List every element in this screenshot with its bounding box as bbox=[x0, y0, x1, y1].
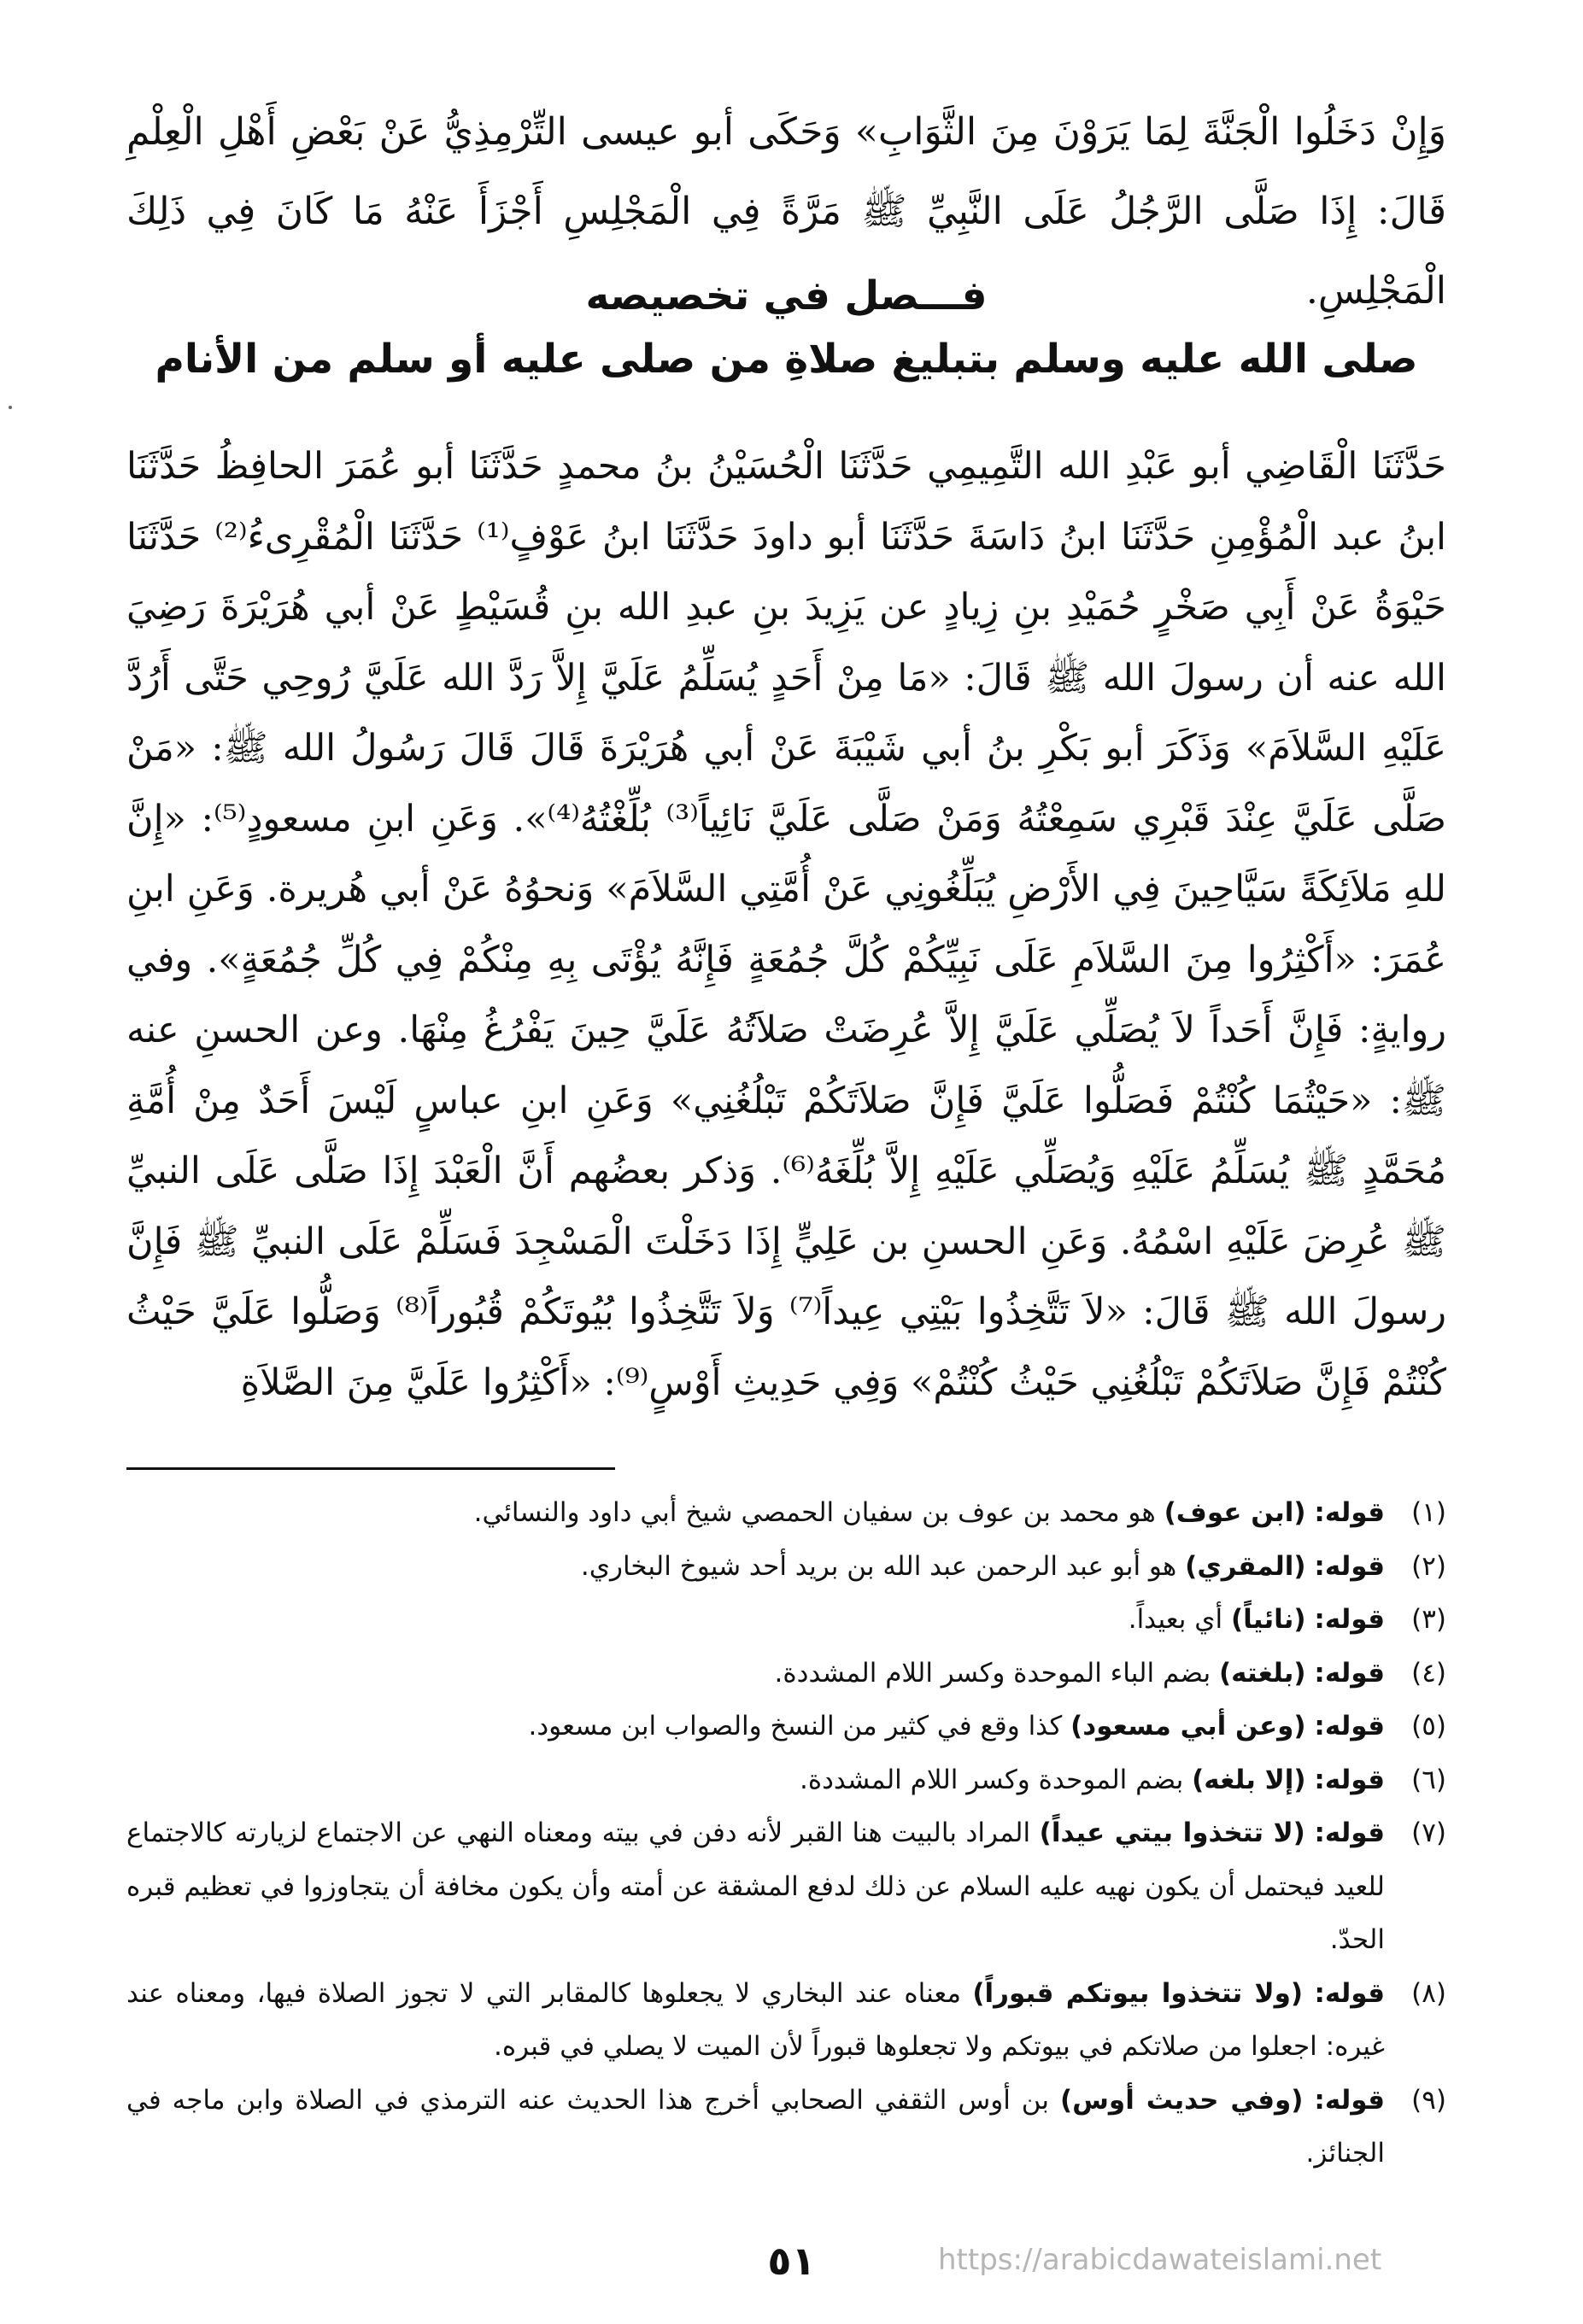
footnote-text: بضم الموحدة وكسر اللام المشددة. bbox=[799, 1764, 1184, 1795]
footnote-label: قوله: bbox=[1314, 1764, 1385, 1795]
footnote-number: (٤) bbox=[1411, 1657, 1446, 1689]
footnote-body bbox=[126, 1486, 1385, 1540]
footnote-item bbox=[126, 1806, 1446, 1967]
watermark-url: https://arabicdawateislami.net bbox=[938, 2243, 1382, 2277]
footnote-term: (المقري) bbox=[1185, 1550, 1306, 1582]
section-subtitle: صلى الله عليه وسلم بتبليغ صلاةِ من صلى عليه أو سلم من الأنام bbox=[155, 336, 1418, 383]
page-number: ٥١ bbox=[767, 2238, 816, 2284]
footnote-text: بن أوس الثقفي الصحابي أخرج هذا الحديث عنه الترمذي في الصلاة وابن ماجه في الجنائز. bbox=[126, 2084, 1385, 2169]
footnote-separator bbox=[126, 1467, 615, 1470]
footnote-number: (٢) bbox=[1411, 1550, 1446, 1582]
footnote-term: (لا تتخذوا بيتي عيداً) bbox=[1039, 1818, 1305, 1848]
footnote-item bbox=[126, 1647, 1446, 1701]
footnote-term: (بلغته) bbox=[1218, 1657, 1306, 1689]
footnote-body bbox=[126, 1593, 1385, 1647]
footnote-term: (وفي حديث أوس) bbox=[1059, 2084, 1304, 2116]
scan-speck bbox=[9, 406, 12, 409]
footnote-number: (١) bbox=[1411, 1497, 1446, 1528]
section-heading bbox=[126, 265, 1446, 391]
footnote-item bbox=[126, 1700, 1446, 1753]
footnote-label: قوله: bbox=[1314, 1711, 1385, 1742]
footnote-body bbox=[126, 1540, 1385, 1594]
footnote-body bbox=[126, 1647, 1385, 1701]
footnote-text: معناه عند البخاري لا يجعلوها كالمقابر التي لا تجوز الصلاة فيها، ومعناه عند غيره: اجعلوا من صلاتكم في بيوتكم ولا تجعلوها قبوراً لأن الميت لا يصلي في قبره. bbox=[126, 1977, 1385, 2062]
section-title: فـــصل في تخصيصه bbox=[585, 272, 988, 319]
footnote-term: (وعن أبي مسعود) bbox=[1070, 1711, 1306, 1742]
footnote-text: هو محمد بن عوف بن سفيان الحمصي شيخ أبي داود والنسائي. bbox=[473, 1497, 1156, 1528]
footnote-term: (ولا تتخذوا بيوتكم قبوراً) bbox=[972, 1977, 1304, 2009]
footnote-label: قوله: bbox=[1314, 1604, 1385, 1635]
footnote-label: قوله: bbox=[1314, 1977, 1386, 2009]
footnote-term: (إلا بلغه) bbox=[1192, 1764, 1306, 1795]
footnote-number: (٦) bbox=[1411, 1764, 1446, 1795]
footnote-body bbox=[126, 1806, 1385, 1967]
footnote-body bbox=[126, 1700, 1385, 1753]
footnote-item bbox=[126, 2074, 1446, 2181]
intro-paragraph: وَإِنْ دَخَلُوا الْجَنَّةَ لِمَا يَرَوْنَ مِنَ الثَّوَابِ» وَحَكَى أبو عيسى التِّرْمِذِيُّ عَنْ بَعْضِ أَهْلِ الْعِلْمِ قَالَ: إِذَا صَلَّى الرَّجُلُ عَلَى النَّبِيِّ ﷺ مَرَّةً فِي الْمَجْلِسِ أَجْزَأَ عَنْهُ مَا كَانَ فِي ذَلِكَ الْمَجْلِسِ. bbox=[126, 110, 1446, 313]
footnote-item bbox=[126, 1486, 1446, 1540]
footnote-label: قوله: bbox=[1314, 2084, 1385, 2116]
footnote-item bbox=[126, 1540, 1446, 1594]
footnote-body bbox=[126, 1753, 1385, 1807]
footnote-item bbox=[126, 1967, 1446, 2074]
footnote-text: المراد بالبيت هنا القبر لأنه دفن في بيته ومعناه النهي عن الاجتماع لزيارته كالاجتماع للعيد فيحتمل أن يكون نهيه عليه السلام عن ذلك لدفع المشقة عن أمته وأن يكون مخافة أن يتجاوزوا في تعظيم قبره الحدّ. bbox=[126, 1818, 1385, 1955]
footnotes bbox=[126, 1486, 1446, 2181]
footnote-text: هو أبو عبد الرحمن عبد الله بن بريد أحد شيوخ البخاري. bbox=[580, 1550, 1177, 1582]
footnote-number: (٣) bbox=[1411, 1604, 1446, 1635]
footnote-term: (ابن عوف) bbox=[1164, 1497, 1306, 1528]
footnote-label: قوله: bbox=[1314, 1657, 1385, 1689]
footnote-text: بضم الباء الموحدة وكسر اللام المشددة. bbox=[774, 1657, 1211, 1689]
footnote-text: كذا وقع في كثير من النسخ والصواب ابن مسعود. bbox=[528, 1711, 1063, 1742]
footnote-item bbox=[126, 1753, 1446, 1807]
footnote-item bbox=[126, 1593, 1446, 1647]
footnote-term: (نائياً) bbox=[1231, 1604, 1306, 1635]
footnote-label: قوله: bbox=[1314, 1818, 1386, 1848]
footnote-label: قوله: bbox=[1314, 1550, 1385, 1582]
footnote-number: (٧) bbox=[1411, 1818, 1446, 1848]
footnote-number: (٥) bbox=[1411, 1711, 1446, 1742]
footnote-text: أي بعيداً. bbox=[1128, 1604, 1223, 1635]
footnote-body bbox=[126, 1967, 1385, 2074]
footnote-label: قوله: bbox=[1314, 1497, 1385, 1528]
main-text: حَدَّثَنَا الْقَاضِي أبو عَبْدِ الله التَّمِيمِي حَدَّثَنَا الْحُسَيْنُ بنُ محمدٍ حَدَّثَنَا أبو عُمَرَ الحافِظُ حَدَّثَنَا ابنُ عبد الْمُؤْمِنِ حَدَّثَنَا ابنُ دَاسَةَ حَدَّثَنَا أبو داودَ حَدَّثَنَا ابنُ عَوْفٍ⁽¹⁾ حَدَّثَنَا الْمُقْرِىءُ⁽²⁾ حَدَّثَنَا حَيْوَةُ عَنْ أَبِي صَخْرٍ حُمَيْدِ بنِ زِيادٍ عن يَزِيدَ بنِ عبدِ الله بنِ قُسَيْطٍ عَنْ أبي هُرَيْرَةَ رَضِيَ الله عنه أن رسولَ الله ﷺ قَالَ: «مَا مِنْ أَحَدٍ يُسَلِّمُ عَلَيَّ إِلاَّ رَدَّ الله عَلَيَّ رُوحِي حَتَّى أَرُدَّ عَلَيْهِ السَّلاَمَ» وَذَكَرَ أبو بَكْرِ بنُ أبي شَيْبَةَ عَنْ أبي هُرَيْرَةَ قَالَ قَالَ رَسُولُ الله ﷺ: «مَنْ صَلَّى عَلَيَّ عِنْدَ قَبْرِي سَمِعْتُهُ وَمَنْ صَلَّى عَلَيَّ نَائِياً⁽³⁾ بُلِّغْتُهُ⁽⁴⁾». وَعَنِ ابنِ مسعودٍ⁽⁵⁾: «إِنَّ للهِ مَلاَئِكَةً سَيَّاحِينَ فِي الأَرْضِ يُبَلِّغُونِي عَنْ أُمَّتِي السَّلاَمَ» وَنحوُهُ عَنْ أبي هُريرة. وَعَنِ ابنِ عُمَرَ: «أَكْثِرُوا مِنَ السَّلاَمِ عَلَى نَبِيِّكُمْ كُلَّ جُمُعَةٍ فَإِنَّهُ يُؤْتَى بِهِ مِنْكُمْ فِي كُلِّ جُمُعَةٍ». وفي روايةٍ: فَإِنَّ أَحَداً لاَ يُصَلِّي عَلَيَّ إِلاَّ عُرِضَتْ صَلاَتُهُ عَلَيَّ حِينَ يَفْرُغُ مِنْهَا. وعن الحسنِ عنه ﷺ: «حَيْثُمَا كُنْتُمْ فَصَلُّوا عَلَيَّ فَإِنَّ صَلاَتَكُمْ تَبْلُغُنِي» وَعَنِ ابنِ عباسٍ لَيْسَ أَحَدٌ مِنْ أُمَّةِ مُحَمَّدٍ ﷺ يُسَلِّمُ عَلَيْهِ وَيُصَلِّي عَلَيْهِ إِلاَّ بُلِّغَهُ⁽⁶⁾. وَذكر بعضُهم أَنَّ الْعَبْدَ إِذَا صَلَّى عَلَى النبيِّ ﷺ عُرِضَ عَلَيْهِ اسْمُهُ. وَعَنِ الحسنِ بن عَلِيٍّ إِذَا دَخَلْتَ الْمَسْجِدَ فَسَلِّمْ عَلَى النبيِّ ﷺ فَإِنَّ رسولَ الله ﷺ قَالَ: «لاَ تَتَّخِذُوا بَيْتِي عِيداً⁽⁷⁾ وَلاَ تَتَّخِذُوا بُيُوتَكُمْ قُبُوراً⁽⁸⁾ وَصَلُّوا عَلَيَّ حَيْثُ كُنْتُمْ فَإِنَّ صَلاَتَكُمْ تَبْلُغُنِي حَيْثُ كُنْتُمْ» وَفِي حَدِيثِ أَوْسٍ⁽⁹⁾: «أَكْثِرُوا عَلَيَّ مِنَ الصَّلاَةِ bbox=[126, 445, 1447, 1404]
footnote-number: (٩) bbox=[1411, 2084, 1446, 2116]
footnote-number: (٨) bbox=[1411, 1977, 1446, 2009]
footnote-body bbox=[126, 2074, 1385, 2181]
